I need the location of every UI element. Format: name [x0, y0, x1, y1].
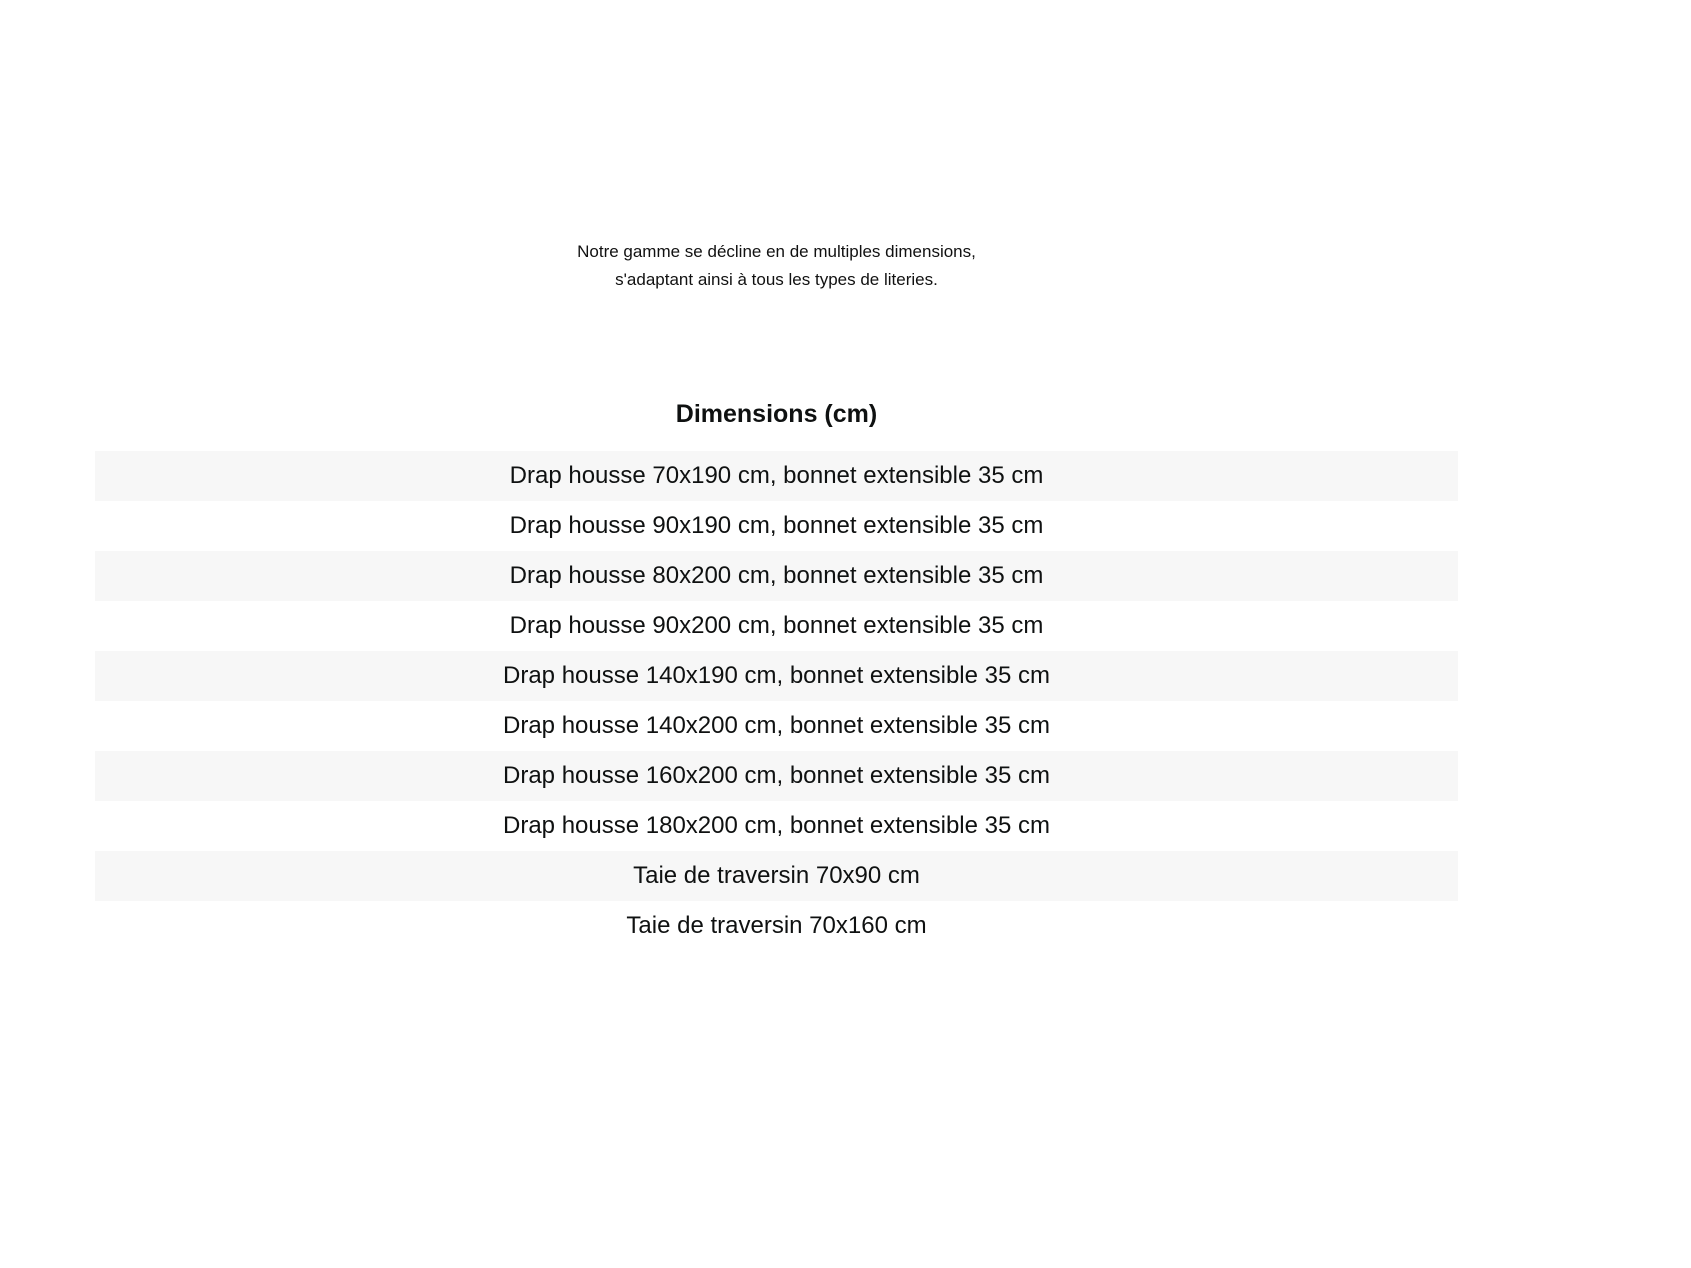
table-row-label: Taie de traversin 70x90 cm [633, 862, 920, 889]
table-row [95, 451, 1458, 501]
table-row-label: Drap housse 90x200 cm, bonnet extensible 35 cm [509, 612, 1044, 639]
table-row-label: Taie de traversin 70x160 cm [626, 912, 927, 939]
table-row [95, 651, 1458, 701]
intro-text [95, 238, 1458, 294]
table-row-label: Drap housse 180x200 cm, bonnet extensible 35 cm [503, 812, 1050, 839]
table-row [95, 501, 1458, 551]
intro-line-2: s'adaptant ainsi à tous les types de literies. [615, 270, 938, 289]
table-row [95, 551, 1458, 601]
table-row-label: Drap housse 70x190 cm, bonnet extensible 35 cm [509, 462, 1044, 489]
table-row [95, 751, 1458, 801]
content-column [95, 238, 1458, 951]
table-row-label: Drap housse 160x200 cm, bonnet extensible 35 cm [503, 762, 1050, 789]
intro-line-1: Notre gamme se décline en de multiples dimensions, [577, 242, 976, 261]
table-row-label: Drap housse 140x190 cm, bonnet extensible 35 cm [503, 662, 1050, 689]
table-row [95, 601, 1458, 651]
dimensions-table-title: Dimensions (cm) [675, 400, 878, 428]
dimensions-table [95, 451, 1458, 951]
table-row-label: Drap housse 140x200 cm, bonnet extensible 35 cm [503, 712, 1050, 739]
table-row-label: Drap housse 80x200 cm, bonnet extensible 35 cm [509, 562, 1044, 589]
table-row [95, 851, 1458, 901]
table-row [95, 701, 1458, 751]
table-row [95, 801, 1458, 851]
table-row-label: Drap housse 90x190 cm, bonnet extensible 35 cm [509, 512, 1044, 539]
table-row [95, 901, 1458, 951]
